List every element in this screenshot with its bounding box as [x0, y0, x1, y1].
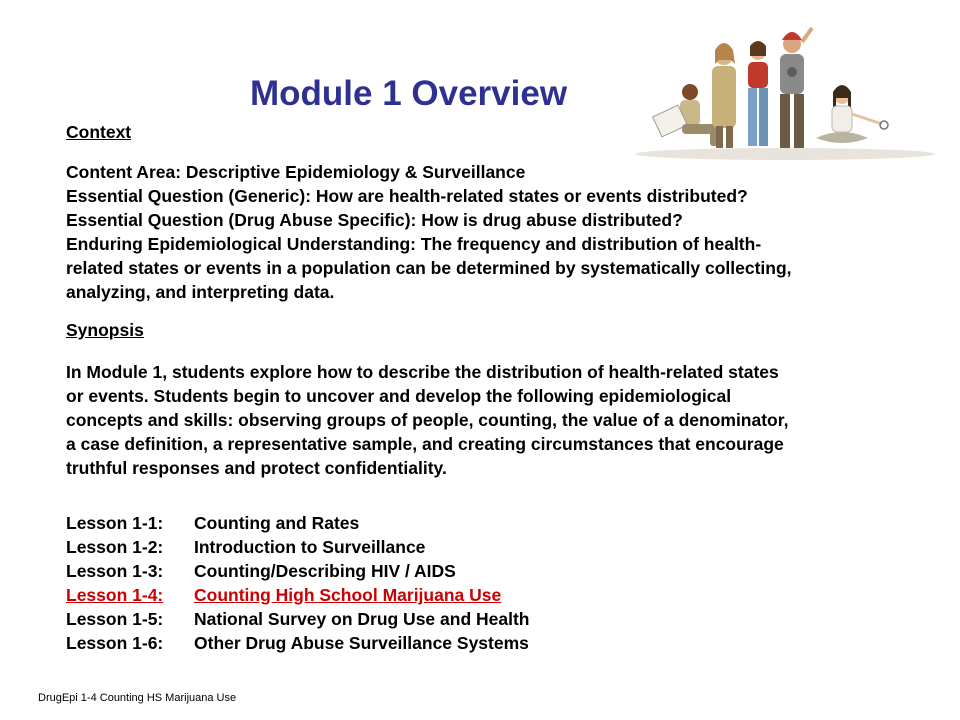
synopsis-line: In Module 1, students explore how to describe the distribution of health-related states — [66, 362, 779, 382]
lesson-item — [66, 535, 529, 559]
synopsis-line: concepts and skills: observing groups of people, counting, the value of a denominator, — [66, 410, 789, 430]
lesson-number: Lesson 1-2: — [66, 537, 164, 557]
synopsis-line: a case definition, a representative sample, and creating circumstances that encourage — [66, 434, 784, 454]
lesson-title: Counting/Describing HIV / AIDS — [194, 561, 456, 581]
context-body — [66, 160, 916, 304]
ground-shadow — [635, 148, 935, 160]
lesson-number: Lesson 1-5: — [66, 609, 164, 629]
lesson-item — [66, 559, 529, 583]
lesson-number[interactable]: Lesson 1-4: — [66, 585, 164, 605]
context-line: related states or events in a population can be determined by systematically collecting, — [66, 258, 792, 278]
slide-footer: DrugEpi 1-4 Counting HS Marijuana Use — [38, 692, 237, 704]
lesson-list — [66, 511, 529, 655]
seated-student-right — [816, 85, 888, 143]
lesson-item — [66, 607, 529, 631]
synopsis-body — [66, 360, 896, 480]
students-illustration — [620, 14, 946, 164]
context-line: Essential Question (Drug Abuse Specific): How is drug abuse distributed? — [66, 210, 683, 230]
lesson-title[interactable]: Counting High School Marijuana Use — [194, 585, 502, 605]
lesson-item-active-link[interactable] — [66, 583, 529, 607]
context-line: analyzing, and interpreting data. — [66, 282, 335, 302]
synopsis-line: or events. Students begin to uncover and develop the following epidemiological — [66, 386, 732, 406]
lesson-title: Introduction to Surveillance — [194, 537, 426, 557]
lesson-number: Lesson 1-3: — [66, 561, 164, 581]
context-line: Essential Question (Generic): How are health-related states or events distributed? — [66, 186, 748, 206]
context-heading: Context — [66, 122, 132, 142]
lesson-number: Lesson 1-6: — [66, 633, 164, 653]
page-title: Module 1 Overview — [250, 74, 568, 113]
standing-student-3 — [780, 28, 812, 148]
lesson-title: Other Drug Abuse Surveillance Systems — [194, 633, 529, 653]
standing-student-2 — [748, 41, 768, 146]
lesson-item — [66, 511, 529, 535]
context-line: Content Area: Descriptive Epidemiology & Surveillance — [66, 162, 526, 182]
synopsis-line: truthful responses and protect confidentiality. — [66, 458, 447, 478]
seated-student-left — [653, 84, 718, 146]
context-line: Enduring Epidemiological Understanding: The frequency and distribution of health- — [66, 234, 762, 254]
lesson-item — [66, 631, 529, 655]
lesson-title: National Survey on Drug Use and Health — [194, 609, 530, 629]
lesson-title: Counting and Rates — [194, 513, 360, 533]
synopsis-heading: Synopsis — [66, 320, 144, 340]
lesson-number: Lesson 1-1: — [66, 513, 164, 533]
